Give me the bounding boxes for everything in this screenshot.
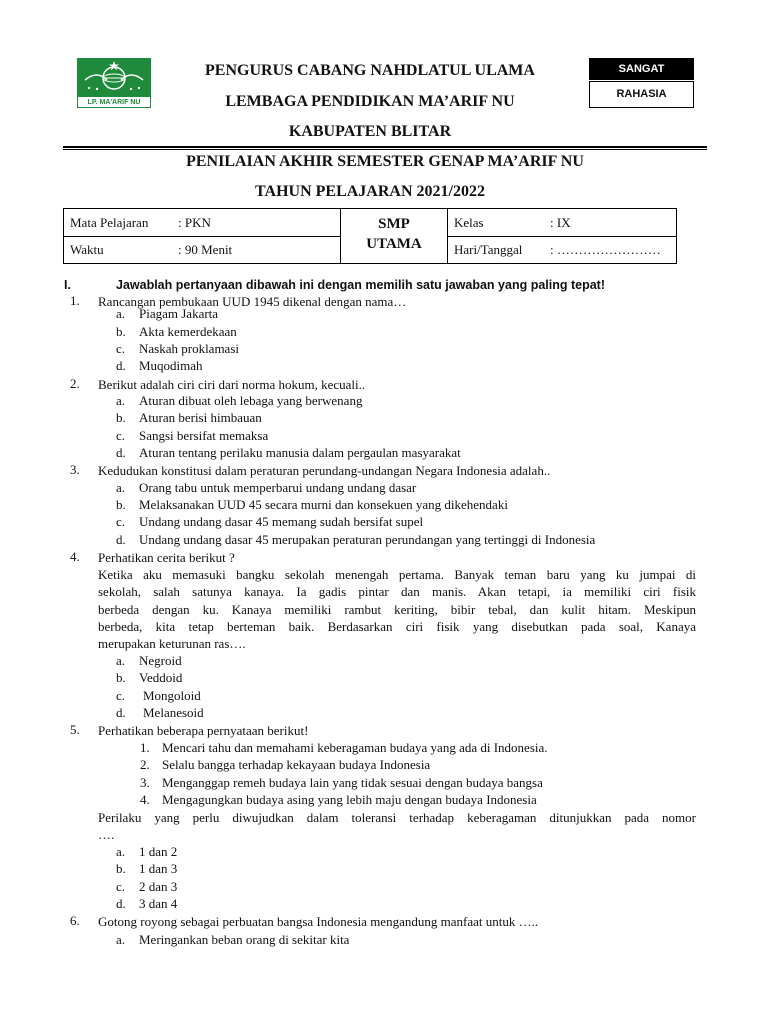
option-letter: b. [116,861,126,876]
secret-badge-bottom: RAHASIA [589,81,694,108]
secret-badge-top: SANGAT [589,58,694,80]
option-letter: d. [116,445,126,460]
globe-star-emblem-icon [77,58,151,96]
question-number: 1. [70,293,80,308]
statement-number: 2. [140,757,150,772]
option-text: 1 dan 3 [139,861,178,876]
option-letter: a. [116,393,126,408]
option-text: Naskah proklamasi [139,341,240,356]
section-number: I. [64,278,71,292]
option-text: 1 dan 2 [139,844,178,859]
option-letter: c. [116,514,126,529]
time-value: : 90 Menit [178,242,233,257]
subject-label: Mata Pelajaran [70,215,149,230]
subject-value: : PKN [178,215,211,230]
academic-year: TAHUN PELAJARAN 2021/2022 [255,183,485,200]
option-text: Aturan dibuat oleh lebaga yang berwenang [139,393,363,408]
statement-text: Selalu bangga terhadap kekayaan budaya Indonesia [162,757,431,772]
option-letter: b. [116,670,126,685]
option-letter: d. [116,532,126,547]
option-text: Melanesoid [143,705,204,720]
option-text: Muqodimah [139,358,203,373]
statement-text: Menganggap remeh budaya lain yang tidak sesuai dengan budaya bangsa [162,775,543,790]
option-text: Mongoloid [143,688,201,703]
school-name-line1: SMP [378,216,410,232]
option-text: 3 dan 4 [139,896,178,911]
header-divider-thin [63,149,707,150]
option-text: Negroid [139,653,182,668]
question-text: Gotong royong sebagai perbuatan bangsa Indonesia mengandung manfaat untuk ….. [98,914,539,929]
option-text: Meringankan beban orang di sekitar kita [139,932,350,947]
class-label: Kelas [454,215,484,230]
time-label: Waktu [70,242,104,257]
header-divider [63,146,707,148]
question-text: Kedudukan konstitusi dalam peraturan perundang-undangan Negara Indonesia adalah.. [98,463,551,478]
date-label: Hari/Tanggal [454,242,523,257]
question-number: 6. [70,913,80,928]
option-letter: d. [116,896,126,911]
option-letter: d. [116,705,126,720]
option-letter: a. [116,932,126,947]
option-letter: a. [116,480,126,495]
question-number: 4. [70,549,80,564]
option-text: Aturan berisi himbauan [139,410,262,425]
question-text: Perhatikan beberapa pernyataan berikut! [98,723,309,738]
question-number: 5. [70,722,80,737]
option-text: Undang undang dasar 45 memang sudah bersifat supel [139,514,424,529]
option-letter: c. [116,341,126,356]
district-name: KABUPATEN BLITAR [288,123,452,140]
question-continuation: …. [98,827,115,842]
question-number: 2. [70,376,80,391]
story-line: merupakan keturunan ras…. [98,636,246,651]
question-text: Perhatikan cerita berikut ? [98,550,235,565]
story-line: berbeda, kita tetap berteman baik. Berdasarkan ciri fisik yang disebutkan pada soal, Kanaya [98,619,696,634]
exam-title: PENILAIAN AKHIR SEMESTER GENAP MA’ARIF NU [186,153,584,170]
statement-text: Mengagungkan budaya asing yang lebih maju dengan budaya Indonesia [162,792,537,807]
story-line: berbeda dengan ku. Kanaya memiliki rambut keriting, bibir tebal, dan kulit hitam. Meskipun [98,602,696,617]
story-line: Ketika aku memasuki bangku sekolah menengah pertama. Banyak teman baru yang ku jumpai di [98,567,696,582]
option-text: Undang undang dasar 45 merupakan peraturan perundangan yang tertinggi di Indonesia [139,532,596,547]
option-text: Melaksanakan UUD 45 secara murni dan konsekuen yang dikehendaki [139,497,508,512]
nu-logo [77,58,151,108]
option-text: Akta kemerdekaan [139,324,237,339]
question-number: 3. [70,462,80,477]
school-name-line2: UTAMA [366,236,422,252]
option-text: 2 dan 3 [139,879,178,894]
option-text: Veddoid [139,670,183,685]
option-letter: c. [116,688,126,703]
story-line: sekolah, salah satunya kanaya. Ia gadis pintar dan manis. Akan tetapi, ia memiliki ciri fisik [98,584,696,599]
org-name: PENGURUS CABANG NAHDLATUL ULAMA [205,62,535,79]
question-text: Berikut adalah ciri ciri dari norma hokum, kecuali.. [98,377,366,392]
option-letter: a. [116,653,126,668]
option-letter: a. [116,844,126,859]
option-letter: c. [116,428,126,443]
section-instruction: Jawablah pertanyaan dibawah ini dengan memilih satu jawaban yang paling tepat! [116,278,605,292]
option-letter: b. [116,324,126,339]
option-letter: b. [116,497,126,512]
question-continuation: Perilaku yang perlu diwujudkan dalam toleransi terhadap keberagaman ditunjukkan pada nomor [98,810,696,825]
statement-number: 3. [140,775,150,790]
exam-info-table [63,208,677,264]
option-text: Sangsi bersifat memaksa [139,428,269,443]
logo-caption: LP. MA'ARIF NU [77,96,151,108]
statement-number: 4. [140,792,150,807]
institution-name: LEMBAGA PENDIDIKAN MA’ARIF NU [225,93,515,110]
option-letter: d. [116,358,126,373]
question-text: Rancangan pembukaan UUD 1945 dikenal dengan nama… [98,294,407,309]
date-value: : …………………… [550,242,661,257]
class-value: : IX [550,215,571,230]
option-letter: b. [116,410,126,425]
option-text: Orang tabu untuk memperbarui undang undang dasar [139,480,417,495]
option-letter: c. [116,879,126,894]
statement-number: 1. [140,740,150,755]
option-letter: a. [116,306,126,321]
option-text: Piagam Jakarta [139,306,219,321]
statement-text: Mencari tahu dan memahami keberagaman budaya yang ada di Indonesia. [162,740,548,755]
option-text: Aturan tentang perilaku manusia dalam pergaulan masyarakat [139,445,461,460]
